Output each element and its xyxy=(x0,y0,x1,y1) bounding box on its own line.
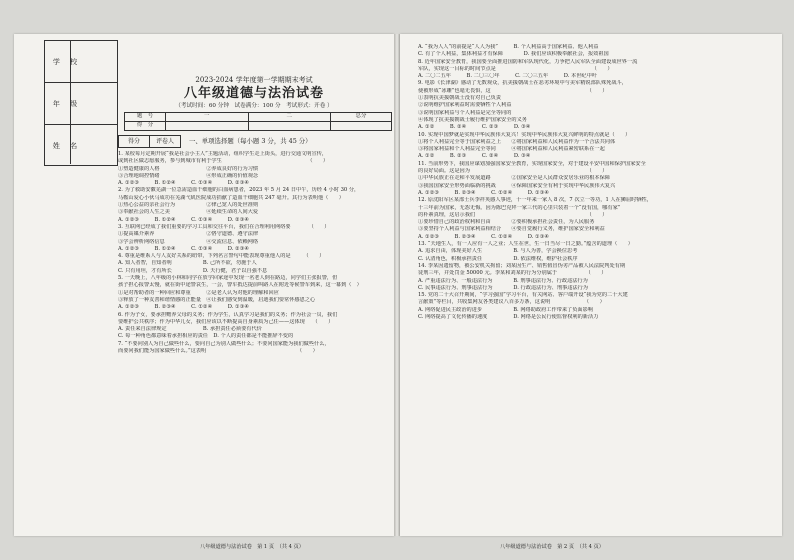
exam-info: （考试时间：60 分钟 试卷满分：100 分 考试形式：开卷 ） xyxy=(175,103,333,109)
question-line: A. ①② B. ②③ C. ②④ D. ③④ xyxy=(418,153,531,160)
reviewer-label: 评卷人 xyxy=(155,138,174,145)
question-line: ①提高媒介素养 ②恪守道德、遵守法律 xyxy=(118,231,259,238)
school-field: 学 校 xyxy=(45,41,117,83)
question-line: 使被形成“冰雕”也毫无畏惧，这 （ ） xyxy=(418,87,608,94)
question-line: 或到社区做志愿服务，参与到城市有利于学生 （ ） xyxy=(118,158,329,165)
question-line: 14. 李某因遗留物，被公安机关拘留；刘某因生产、销售假冒伪劣产品被人民法院判处有期 xyxy=(418,262,626,269)
question-line: 马鞍山爱心小伙马成功在芜湖弋矶医院成功捐献了造血干细胞共 247 毫升。其行为表明他（ ） xyxy=(118,194,344,201)
question-line: ①热心公益的亲社会行为 ②律己宽人的处世准则 xyxy=(118,202,259,209)
question-line: A. ①② B. ②④ C. ②③ D. ③④ xyxy=(418,124,531,131)
question-line: C. 有了个人利益，集体利益才有保障 D. 我们应该积极奉献社会，报效祖国 xyxy=(418,51,609,58)
question-line: 孩子担心报警太慢，就在街中途警哀生，一会，警车抵达提前叫路人在附近等候警车到来，这一幕到（ ） xyxy=(118,282,362,289)
question-line: 13. “天地生人，有一人应有一人之业；人生在世，生一日当尽一日之勤。”蕴含的道理（ ） xyxy=(418,241,633,248)
question-line: 9. 电影《长津湖》感动了无数观众，抗美援朝战士在恶劣环境中与美军精锐部队殊死战斗， xyxy=(418,80,627,87)
question-line: ③释放了一种友善和谐情感的正能量 ④让我们感受到温暖，启迪我们要常怀感恩之心 xyxy=(118,296,316,303)
question-line: A. ①②③ B. ①②④ C. ①③④ D. ②③④ xyxy=(118,245,250,252)
question-line: ①是对帮助者的一种回应和尊重 ②是老人认为对他的理解和回应 xyxy=(118,289,279,296)
question-line: C. 每一种角色都意味着承担相应的责任 D. 个人的责任都是不能推辞不变的 xyxy=(118,333,294,340)
question-line: A. 知人者智，自知者明 B. 己所不欲，勿施于人 xyxy=(118,260,257,267)
question-line: A. “我为人人”的前提是“人人为我” B. 个人利益高于国家利益、他人利益 xyxy=(418,44,599,50)
question-line: A. ①②③ B. ②③④ C. ①②④ D. ①③④ xyxy=(118,304,250,311)
question-line: 2. 为了救助安徽芜湖一位急需造血干细胞的白血病患者，2023 年 5 月 24 日中午，历经 4 小时 30 分， xyxy=(118,187,360,194)
question-line: 10. 实现中国梦就是实现中华民族伟大复兴！实现中华民族伟大复兴鲜明的特点就是（ ） xyxy=(418,131,631,138)
question-line: A. 责任来自法律规定 B. 承担责任必须要有代价 xyxy=(118,326,262,333)
question-line: C. 认清角色，积极承担责任 D. 依法维权，维护社会秩序 xyxy=(418,255,578,262)
score-table-header-row: 题 号 一 二 总分 xyxy=(125,113,392,122)
question-line: A. 二〇二五年 B. 二〇三〇年 C. 二〇三五年 D. 本世纪中叶 xyxy=(418,73,597,80)
question-line: C. 网络提高了文化传播的速度 D. 网络是公民行使监督权利的新活力 xyxy=(418,313,599,320)
question-line: 的朴素真理，这启示我们 （ ） xyxy=(418,211,608,218)
question-line: 6. 作为子女，要承担赡养父母的义务；作为学生，认真学习是我们的义务；作为社会一员，我们 xyxy=(118,311,338,318)
question-line: 徒刑三年，并处罚金 50000 元。李某和刘某的行为分别属于 （ ） xyxy=(418,270,607,277)
question-line: ③说明国家利益与个人利益是完全等同的 xyxy=(418,109,512,116)
question-line: 3. 互联网已经成了我们重要的学习工具和交往平台，我们在合理利用网络要 （ ） xyxy=(118,223,330,230)
right-page-content xyxy=(418,44,773,321)
question-line: 11. 当前形势下，我国应谋划加强国家安全教育，实现国家安全，对于建设平安中国和保护国家安全 xyxy=(418,160,646,167)
question-line: A. ①②③ B. ①②④ C. ①③④ D. ②③④ xyxy=(118,180,250,187)
question-line: ①将个人利益完全等于国家利益之上 ②将国家利益和人民利益作为一个合法共同体 xyxy=(418,138,616,145)
question-line: ①要珍惜自己的政治权利和自由 ②要积极承担社会责任，为人民服务 xyxy=(418,219,595,226)
question-line: A. 网络促进民主政治的进步 B. 网络助政府工作带来了负面影响 xyxy=(418,306,593,313)
question-line: A. 严重违法行为、一般违法行为 B. 刑事违法行为、行政违法行为 xyxy=(418,277,588,284)
section-heading: 一、单项选择题（每小题 3 分，共 45 分） xyxy=(189,136,312,145)
question-line: ①中华民族正在走和平发展道路 ②国家安全是人民群众安居乐业的根本保障 xyxy=(418,175,610,182)
right-questions xyxy=(418,44,773,321)
question-line: A. ①②③ B. ①②④ C. ①③④ D. ②③④ xyxy=(118,216,250,223)
question-line: ③将国家利益和个人利益完全等同 ④将国家利益和人民利益紧密联系在一起 xyxy=(418,146,605,153)
question-line: ③我国国家安全形势面临新的挑战 ④保障国家安全有利于实现中华民族伟大复兴 xyxy=(418,182,616,189)
question-line: ③要坚持个人利益与国家利益相结合 ④要自觉履行义务，维护国家安全和利益 xyxy=(418,226,605,233)
question-line: 15. 党的二十大召开期间，“学习强国”学习平台，有关网站、客户端开设“我为党的二十大建 xyxy=(418,292,628,299)
question-line: 8. 近年国家安全教育，我国要全面推进国防和军队现代化，力争把人民军队全面建设成世界一流 xyxy=(418,58,638,65)
question-line: 言献策”等栏目，共收集网友各类建议八百多万条，这说明 （ ） xyxy=(418,299,605,306)
question-line: ②说明维护国家利益时需要牺牲个人利益 xyxy=(418,102,512,109)
question-line: ①塑造健康的人格 ②养成良好的行为习惯 xyxy=(118,165,259,172)
question-line: ③合理地调控情绪 ④形成正确的价值观念 xyxy=(118,172,259,179)
student-info-box xyxy=(44,40,118,166)
question-line: 军队，实现这一目标的时间节点是 （ ） xyxy=(418,65,613,72)
question-line: ③奉献社会的人生之美 ④延续生命的人间大爱 xyxy=(118,209,259,216)
question-line: 5. 一天晚上，八年级的小林和同学在放学回家途中发现一名老人倒在路边，同学们主张报警，但 xyxy=(118,275,338,282)
question-line: 1. 某校每月定期开展“我是社会小主人”主题活动，组织学生走上街头，进行交通文明宣传， xyxy=(118,151,328,157)
page-footer-right: 八年级道德与法治试卷 第 2 页 （共 4 页） xyxy=(500,544,604,550)
score-label: 得分 xyxy=(119,136,150,147)
question-line: A. ①②③ B. ②③④ C. ①②④ D. ①③④ xyxy=(418,189,550,196)
grade-field: 年 级 xyxy=(45,83,117,125)
question-line: ①表明抗美援朝战士没有对自己负责 xyxy=(418,95,502,102)
question-line: 12. 原沈阳军区某部士兵李祥英感人事迹，十一年来一家人 8 次，7 次立一等功，1 人在狮屈时牺牲， xyxy=(418,197,652,204)
question-line: 而要问我们能为国家做些什么。”这表明 （ ） xyxy=(118,348,318,355)
exam-year-title: 2023-2024 学年度第一学期期末考试 xyxy=(195,76,313,84)
page-footer-left: 八年级道德与法治试卷 第 1 页 （共 4 页） xyxy=(200,544,304,550)
grader-box xyxy=(118,135,181,148)
left-questions xyxy=(118,151,390,355)
question-line: 要维护公共秩序；作为中华儿女，我们应该以不断提高自身素质为己任——这体现 （ ） xyxy=(118,318,334,325)
question-line: 7. “不要问别人为自己做些什么，要问自己为别人做些什么；不要问国家能为我们做些什么， xyxy=(118,340,330,347)
question-line: C. 只有用坦，才有所长 D. 天行健，君子以自强不息 xyxy=(118,267,268,274)
student-info-divider xyxy=(70,40,71,164)
score-table-score-row: 得 分 xyxy=(125,122,392,131)
question-line: A. 追求自由，体现美好人生 B. 与人为善，学会换位思考 xyxy=(418,248,578,255)
score-table xyxy=(124,112,392,131)
left-page-content xyxy=(118,40,390,355)
question-line: 4. 尊重是维系人与人友好关系的纽带，下列名言警句中能表现尊重他人的是 （ ） xyxy=(118,253,325,260)
exam-title: 八年级道德与法治试卷 xyxy=(183,86,324,101)
name-field: 姓 名 xyxy=(52,141,82,150)
question-line: 十三年前为国家，无怨无悔。因为陈巴克拜一家三代的心里只装着一个“没有国，哪有家” xyxy=(418,204,621,211)
question-line: ④体现了抗美援朝战士履行维护国家安全的义务 xyxy=(418,116,527,123)
question-line: 的良好局面。这是因为 （ ） xyxy=(418,168,608,175)
question-line: ③学会辨析网络信息 ④交流信息、依赖网络 xyxy=(118,238,259,245)
question-line: C. 民事违法行为、刑事违法行为 D. 行政违法行为、刑事违法行为 xyxy=(418,284,588,291)
grader-row xyxy=(118,135,390,148)
question-line: A. ①②③ B. ②③④ C. ①②④ D. ①③④ xyxy=(418,233,550,240)
